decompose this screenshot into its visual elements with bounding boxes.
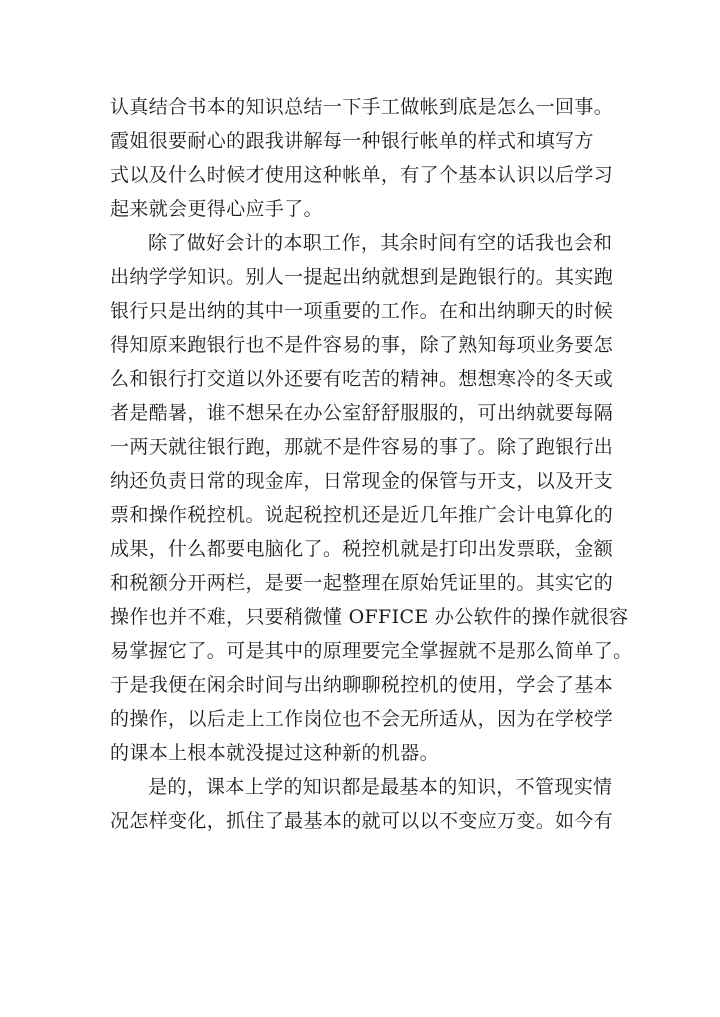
paragraph-line: 票和操作税控机。说起税控机还是近几年推广会计电算化的 (110, 504, 614, 526)
paragraph-line: 式以及什么时候才使用这种帐单，有了个基本认识以后学习 (110, 164, 614, 186)
paragraph-line: 出纳学学知识。别人一提起出纳就想到是跑银行的。其实跑 (110, 266, 614, 288)
paragraph-line: 者是酷暑，谁不想呆在办公室舒舒服服的，可出纳就要每隔 (110, 402, 614, 424)
paragraph-line: 认真结合书本的知识总结一下手工做帐到底是怎么一回事。 (110, 96, 614, 118)
paragraph-line: 纳还负责日常的现金库，日常现金的保管与开支，以及开支 (110, 470, 614, 492)
paragraph-first-line: 是的，课本上学的知识都是最基本的知识，不管现实情 (148, 776, 613, 798)
paragraph-line: 易掌握它了。可是其中的原理要完全掌握就不是那么简单了。 (110, 640, 633, 662)
paragraph-line: 霞姐很要耐心的跟我讲解每一种银行帐单的样式和填写方 (110, 130, 594, 152)
paragraph-line: 得知原来跑银行也不是件容易的事，除了熟知每项业务要怎 (110, 334, 614, 356)
paragraph-first-line: 除了做好会计的本职工作，其余时间有空的话我也会和 (148, 232, 613, 254)
paragraph-line: 一两天就往银行跑，那就不是件容易的事了。除了跑银行出 (110, 436, 614, 458)
paragraph-line: 银行只是出纳的其中一项重要的工作。在和出纳聊天的时候 (110, 300, 614, 322)
paragraph-line: 于是我便在闲余时间与出纳聊聊税控机的使用，学会了基本 (110, 674, 614, 696)
paragraph-line: 的课本上根本就没提过这种新的机器。 (110, 742, 439, 764)
paragraph-line: 操作也并不难，只要稍微懂 OFFICE 办公软件的操作就很容 (110, 606, 629, 628)
paragraph-line: 的操作，以后走上工作岗位也不会无所适从，因为在学校学 (110, 708, 614, 730)
paragraph-line: 和税额分开两栏，是要一起整理在原始凭证里的。其实它的 (110, 572, 614, 594)
paragraph-line: 况怎样变化，抓住了最基本的就可以以不变应万变。如今有 (110, 810, 614, 832)
paragraph-line: 成果，什么都要电脑化了。税控机就是打印出发票联，金额 (110, 538, 614, 560)
paragraph-line: 起来就会更得心应手了。 (110, 198, 323, 220)
paragraph-line: 么和银行打交道以外还要有吃苦的精神。想想寒冷的冬天或 (110, 368, 614, 390)
